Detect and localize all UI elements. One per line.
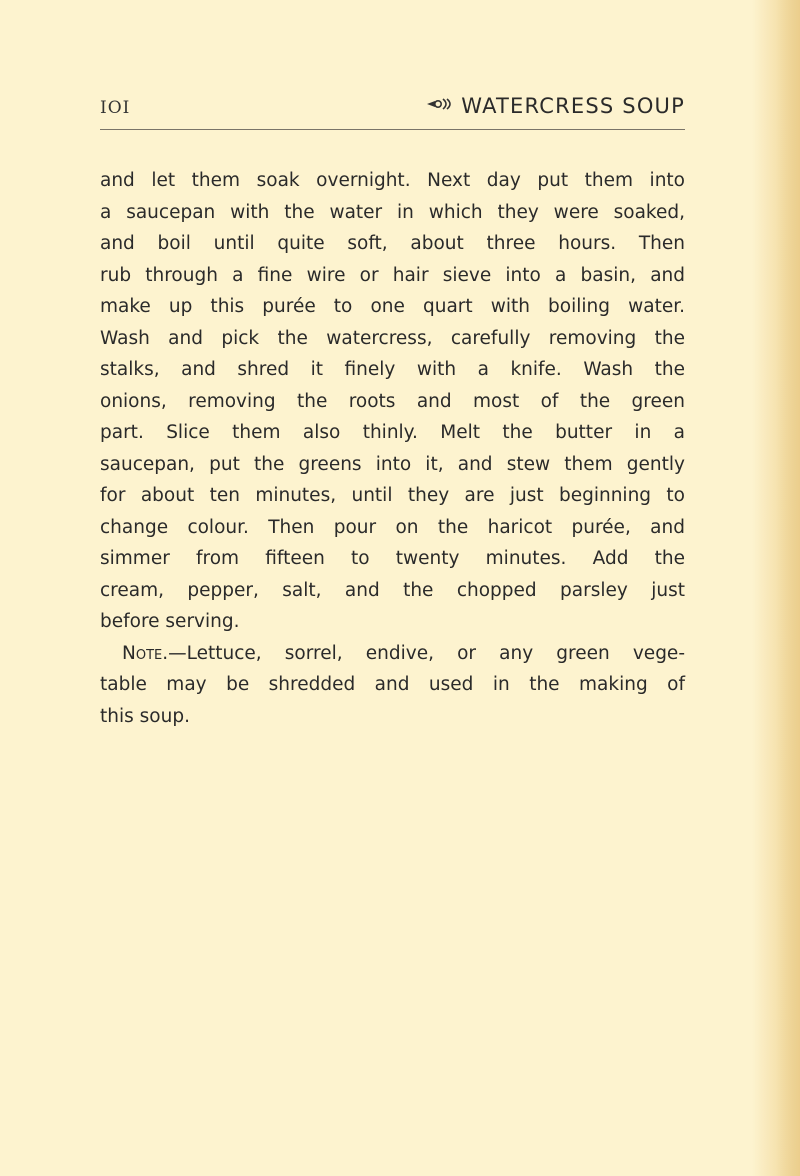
- text-line: rub through a fine wire or hair sieve into a basin, and: [100, 264, 685, 286]
- page-number: IOI: [100, 98, 131, 118]
- running-head-title: WATERCRESS SOUP: [461, 94, 685, 118]
- text-line: before serving.: [100, 611, 240, 632]
- page-header: [100, 94, 685, 134]
- header-rule: [100, 129, 685, 130]
- text-line: for about ten minutes, until they are just beginning to: [100, 485, 685, 506]
- text-line: make up this purée to one quart with boiling water.: [100, 296, 685, 317]
- text-line: simmer from fifteen to twenty minutes. Add the: [100, 548, 685, 569]
- text-line: change colour. Then pour on the haricot purée, and: [100, 516, 685, 538]
- fleuron-ornament-icon: [425, 96, 455, 112]
- text-line: cream, pepper, salt, and the chopped parsley just: [100, 579, 685, 601]
- note-first-line: [100, 638, 685, 670]
- note-label: Note.: [122, 642, 169, 664]
- page-edge-stain: [776, 0, 800, 1176]
- text-line: onions, removing the roots and most of the green: [100, 390, 685, 412]
- text-line: stalks, and shred it finely with a knife. Wash the: [100, 359, 685, 380]
- note-line: table may be shredded and used in the making of: [100, 674, 685, 695]
- text-line: Wash and pick the watercress, carefully removing the: [100, 327, 685, 349]
- text-line: a saucepan with the water in which they were soaked,: [100, 201, 685, 223]
- note-text: —Lettuce, sorrel, endive, or any green vege-: [168, 642, 685, 664]
- text-line: and let them soak overnight. Next day put them into: [100, 170, 685, 191]
- text-line: saucepan, put the greens into it, and stew them gently: [100, 453, 685, 475]
- running-head: [425, 94, 685, 118]
- recipe-text: [100, 165, 685, 732]
- note-line: this soup.: [100, 705, 190, 727]
- text-line: part. Slice them also thinly. Melt the butter in a: [100, 422, 685, 443]
- text-line: and boil until quite soft, about three hours. Then: [100, 233, 685, 254]
